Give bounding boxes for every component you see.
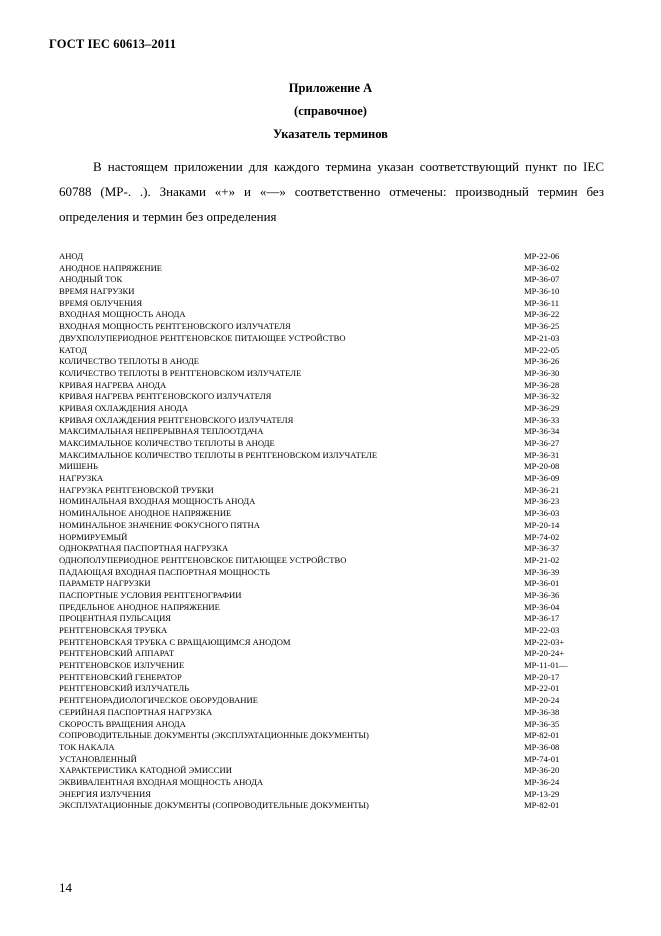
term-reference-code: MP-22-01: [524, 683, 560, 694]
term-row: [59, 251, 579, 263]
term-reference-code: MP-36-08: [524, 741, 560, 752]
term-reference-code: MP-36-21: [524, 484, 560, 495]
term-row: [59, 321, 579, 333]
term-name: ПАДАЮЩАЯ ВХОДНАЯ ПАСПОРТНАЯ МОЩНОСТЬ: [59, 566, 270, 577]
term-reference-code: MP-36-37: [524, 543, 560, 554]
term-reference-code: MP-36-11: [524, 297, 560, 308]
term-reference-code: MP-13-29: [524, 788, 560, 799]
term-reference-code: MP-20-24: [524, 695, 560, 706]
document-code-header: ГОСТ IEC 60613–2011: [49, 37, 177, 51]
term-row: [59, 683, 579, 695]
term-name: КРИВАЯ ОХЛАЖДЕНИЯ РЕНТГЕНОВСКОГО ИЗЛУЧАТЕЛЯ: [59, 414, 294, 425]
term-reference-code: MP-36-33: [524, 414, 560, 425]
term-row: [59, 695, 579, 707]
term-row: [59, 508, 579, 520]
term-row: [59, 730, 579, 742]
term-row: [59, 672, 579, 684]
term-name: АНОД: [59, 251, 84, 261]
term-reference-code: MP-82-01: [524, 800, 560, 811]
page-number: 14: [59, 880, 72, 895]
term-reference-code: MP-82-01: [524, 730, 560, 741]
term-reference-code: MP-36-17: [524, 613, 560, 624]
term-reference-code: MP-36-10: [524, 286, 560, 297]
term-row: [59, 613, 579, 625]
term-reference-code: MP-36-28: [524, 379, 560, 390]
term-row: [59, 754, 579, 766]
term-row: [59, 298, 579, 310]
term-name: МИШЕНЬ: [59, 461, 98, 472]
term-reference-code: MP-22-03: [524, 625, 560, 635]
term-name: КРИВАЯ НАГРЕВА РЕНТГЕНОВСКОГО ИЗЛУЧАТЕЛЯ: [59, 391, 272, 402]
term-name: ХАРАКТЕРИСТИКА КАТОДНОЙ ЭМИССИИ: [59, 765, 232, 776]
term-row: [59, 555, 579, 567]
term-name: ВХОДНАЯ МОЩНОСТЬ РЕНТГЕНОВСКОГО ИЗЛУЧАТЕЛЯ: [59, 321, 291, 332]
term-reference-code: MP-36-35: [524, 718, 560, 729]
term-name: ЭКВИВАЛЕНТНАЯ ВХОДНАЯ МОЩНОСТЬ АНОДА: [59, 776, 264, 787]
term-row: [59, 368, 579, 380]
term-reference-code: MP-36-07: [524, 274, 560, 285]
term-row: [59, 473, 579, 485]
term-reference-code: MP-36-25: [524, 321, 560, 332]
term-name: ТОК НАКАЛА: [59, 741, 115, 752]
term-name: ЭКСПЛУАТАЦИОННЫЕ ДОКУМЕНТЫ (СОПРОВОДИТЕЛЬНЫЕ ДОКУМЕНТЫ): [59, 800, 369, 811]
term-name: РЕНТГЕНОВСКИЙ ИЗЛУЧАТЕЛЬ: [59, 683, 190, 694]
term-reference-code: MP-74-01: [524, 753, 560, 764]
term-row: [59, 485, 579, 497]
term-row: [59, 602, 579, 614]
term-name: ПРЕДЕЛЬНОЕ АНОДНОЕ НАПРЯЖЕНИЕ: [59, 601, 220, 612]
term-row: [59, 625, 579, 637]
term-row: [59, 333, 579, 345]
appendix-subtitle: (справочное): [294, 104, 367, 118]
term-reference-code: MP-36-36: [524, 589, 560, 600]
term-row: [59, 380, 579, 392]
term-reference-code: MP-36-20: [524, 765, 560, 776]
term-name: СЕРИЙНАЯ ПАСПОРТНАЯ НАГРУЗКА: [59, 706, 213, 717]
term-name: КРИВАЯ НАГРЕВА АНОДА: [59, 379, 167, 390]
term-row: [59, 789, 579, 801]
term-reference-code: MP-36-23: [524, 496, 560, 507]
term-name: АНОДНОЕ НАПРЯЖЕНИЕ: [59, 262, 163, 273]
term-reference-code: MP-22-03+: [524, 636, 565, 647]
term-row: [59, 415, 579, 427]
term-name: РЕНТГЕНОВСКАЯ ТРУБКА: [59, 625, 168, 635]
term-reference-code: MP-11-01—: [524, 660, 568, 671]
term-name: МАКСИМАЛЬНОЕ КОЛИЧЕСТВО ТЕПЛОТЫ В АНОДЕ: [59, 438, 275, 448]
term-row: [59, 496, 579, 508]
term-name: ОДНОКРАТНАЯ ПАСПОРТНАЯ НАГРУЗКА: [59, 543, 229, 554]
intro-text: В настоящем приложении для каждого термина указан соответствующий пункт по IEC 60788 (МР-. .). Знаками «+» и «—» соответственно отмечены: производный термин без определения и термин без определения: [59, 159, 604, 224]
term-name: НОМИНАЛЬНОЕ АНОДНОЕ НАПРЯЖЕНИЕ: [59, 508, 232, 519]
term-name: ВРЕМЯ ОБЛУЧЕНИЯ: [59, 297, 143, 308]
term-reference-code: MP-36-32: [524, 391, 560, 402]
term-row: [59, 345, 579, 357]
term-name: НОМИНАЛЬНОЕ ЗНАЧЕНИЕ ФОКУСНОГО ПЯТНА: [59, 519, 260, 530]
term-row: [59, 391, 579, 403]
term-row: [59, 309, 579, 321]
term-name: НАГРУЗКА: [59, 473, 104, 484]
term-name: КОЛИЧЕСТВО ТЕПЛОТЫ В РЕНТГЕНОВСКОМ ИЗЛУЧАТЕЛЕ: [59, 367, 302, 378]
term-reference-code: MP-20-14: [524, 519, 560, 530]
term-name: СКОРОСТЬ ВРАЩЕНИЯ АНОДА: [59, 718, 186, 729]
appendix-title: Приложение А: [288, 81, 373, 95]
term-reference-code: MP-36-31: [524, 449, 560, 460]
term-reference-code: MP-36-03: [524, 508, 560, 519]
intro-paragraph: [59, 154, 604, 229]
term-row: [59, 286, 579, 298]
term-name: ВРЕМЯ НАГРУЗКИ: [59, 286, 135, 297]
term-name: НАГРУЗКА РЕНТГЕНОВСКОЙ ТРУБКИ: [59, 484, 214, 495]
term-row: [59, 543, 579, 555]
term-name: АНОДНЫЙ ТОК: [59, 274, 123, 285]
term-name: УСТАНОВЛЕННЫЙ: [59, 753, 137, 764]
term-name: РЕНТГЕНОРАДИОЛОГИЧЕСКОЕ ОБОРУДОВАНИЕ: [59, 695, 258, 706]
term-reference-code: MP-36-26: [524, 356, 560, 367]
term-reference-code: MP-20-08: [524, 461, 560, 472]
term-name: КРИВАЯ ОХЛАЖДЕНИЯ АНОДА: [59, 402, 189, 413]
term-name: ДВУХПОЛУПЕРИОДНОЕ РЕНТГЕНОВСКОЕ ПИТАЮЩЕЕ УСТРОЙСТВО: [59, 332, 346, 343]
term-row: [59, 450, 579, 462]
term-row: [59, 777, 579, 789]
term-row: [59, 426, 579, 438]
term-name: ПРОЦЕНТНАЯ ПУЛЬСАЦИЯ: [59, 613, 172, 624]
term-name: МАКСИМАЛЬНАЯ НЕПРЕРЫВНАЯ ТЕПЛООТДАЧА: [59, 426, 264, 437]
term-row: [59, 578, 579, 590]
term-reference-code: MP-74-02: [524, 531, 560, 542]
terms-index-list: [59, 251, 579, 812]
term-reference-code: MP-36-30: [524, 367, 560, 378]
term-reference-code: MP-36-02: [524, 262, 560, 273]
term-row: [59, 461, 579, 473]
term-row: [59, 648, 579, 660]
term-row: [59, 742, 579, 754]
term-row: [59, 263, 579, 275]
term-reference-code: MP-36-01: [524, 578, 560, 589]
term-row: [59, 719, 579, 731]
term-row: [59, 800, 579, 812]
term-name: ОДНОПОЛУПЕРИОДНОЕ РЕНТГЕНОВСКОЕ ПИТАЮЩЕЕ УСТРОЙСТВО: [59, 554, 347, 565]
term-name: РЕНТГЕНОВСКОЕ ИЗЛУЧЕНИЕ: [59, 660, 185, 671]
term-reference-code: MP-22-06: [524, 251, 560, 261]
term-row: [59, 438, 579, 450]
term-row: [59, 707, 579, 719]
term-row: [59, 765, 579, 777]
term-reference-code: MP-36-39: [524, 566, 560, 577]
term-reference-code: MP-36-34: [524, 426, 560, 437]
term-reference-code: MP-36-04: [524, 601, 560, 612]
term-name: РЕНТГЕНОВСКАЯ ТРУБКА С ВРАЩАЮЩИМСЯ АНОДОМ: [59, 636, 291, 647]
term-row: [59, 520, 579, 532]
term-name: МАКСИМАЛЬНОЕ КОЛИЧЕСТВО ТЕПЛОТЫ В РЕНТГЕНОВСКОМ ИЗЛУЧАТЕЛЕ: [59, 449, 378, 460]
term-reference-code: MP-36-27: [524, 438, 560, 448]
term-name: НОРМИРУЕМЫЙ: [59, 531, 128, 542]
term-row: [59, 660, 579, 672]
term-name: ПАРАМЕТР НАГРУЗКИ: [59, 578, 151, 589]
term-reference-code: MP-21-02: [524, 554, 560, 565]
term-name: КОЛИЧЕСТВО ТЕПЛОТЫ В АНОДЕ: [59, 356, 200, 367]
term-name: СОПРОВОДИТЕЛЬНЫЕ ДОКУМЕНТЫ (ЭКСПЛУАТАЦИОННЫЕ ДОКУМЕНТЫ): [59, 730, 369, 741]
term-reference-code: MP-36-24: [524, 776, 560, 787]
term-name: НОМИНАЛЬНАЯ ВХОДНАЯ МОЩНОСТЬ АНОДА: [59, 496, 256, 507]
term-reference-code: MP-36-38: [524, 706, 560, 717]
term-reference-code: MP-20-24+: [524, 648, 565, 659]
term-name: ВХОДНАЯ МОЩНОСТЬ АНОДА: [59, 309, 186, 320]
term-reference-code: MP-36-09: [524, 473, 560, 484]
term-name: КАТОД: [59, 344, 87, 355]
term-reference-code: MP-36-22: [524, 309, 560, 320]
term-reference-code: MP-36-29: [524, 402, 560, 413]
term-row: [59, 567, 579, 579]
term-row: [59, 590, 579, 602]
term-name: РЕНТГЕНОВСКИЙ ГЕНЕРАТОР: [59, 671, 182, 682]
term-name: ПАСПОРТНЫЕ УСЛОВИЯ РЕНТГЕНОГРАФИИ: [59, 589, 242, 600]
term-reference-code: MP-21-03: [524, 332, 560, 343]
term-row: [59, 637, 579, 649]
term-name: РЕНТГЕНОВСКИЙ АППАРАТ: [59, 648, 175, 659]
term-reference-code: MP-20-17: [524, 671, 560, 682]
term-row: [59, 274, 579, 286]
term-row: [59, 403, 579, 415]
appendix-heading: Указатель терминов: [273, 127, 388, 141]
term-name: ЭНЕРГИЯ ИЗЛУЧЕНИЯ: [59, 788, 151, 799]
term-reference-code: MP-22-05: [524, 344, 560, 355]
term-row: [59, 356, 579, 368]
term-row: [59, 532, 579, 544]
